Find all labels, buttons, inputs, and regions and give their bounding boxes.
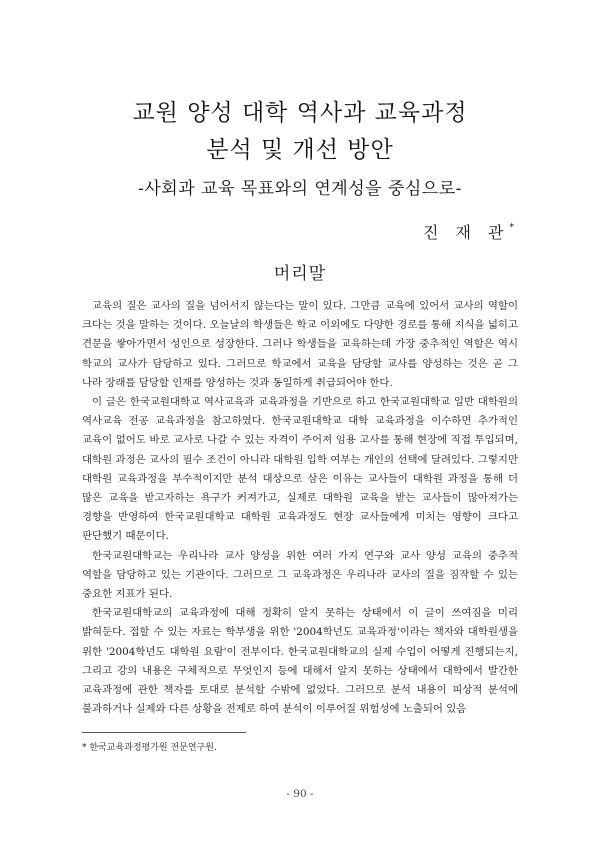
author-footnote-mark: *: [509, 222, 514, 233]
footnote-divider: [82, 732, 246, 733]
title-line-2: 분석 및 개선 방안: [206, 137, 394, 163]
section-heading: 머리말: [273, 264, 327, 284]
paragraph-3: 한국교원대학교는 우리나라 교사 양성을 위한 여러 가지 연구와 교사 양성 교육의 중추적 역할을 담당하고 있는 기관이다. 그러므로 그 교육과정은 우리나라 교사의 질을 짐작할 수 있는 중요한 지표가 된다.: [82, 549, 518, 601]
title-line-1: 교원 양성 대학 역사과 교육과정: [132, 100, 468, 126]
author-name: 진 재 관: [422, 223, 510, 242]
page-number: - 90 -: [286, 788, 314, 800]
author: [423, 220, 514, 243]
paragraph-4: 한국교원대학교의 교육과정에 대해 정확히 알지 못하는 상태에서 이 글이 쓰여짐을 미리 밝혀둔다. 접할 수 있는 자료는 학부생을 위한 '2004학년도 교육과정'이라는 책자와 대학원생을 위한 '2004학년도 대학원 요람'이 전부이다. 한국교원대학교의 실제 수업이 어떻게 진행되는지, 그리고 강의 내용은 구체적으로 무엇인지 등에 대해서 알지 못하는 상태에서 대학에서 발간한 교육과정에 관한 책자를 토대로 분석할 수밖에 없었다. 그러므로 분석 내용이 피상적 분석에 불과하거나 실제와 다른 상황을 전제로 하여 분석이 이루어질 위험성에 노출되어 있음: [82, 607, 518, 716]
subtitle: -사회과 교육 목표와의 연계성을 중심으로-: [138, 179, 462, 199]
paragraph-1: 교육의 질은 교사의 질을 넘어서지 않는다는 말이 있다. 그만큼 교육에 있어서 교사의 역할이 크다는 것을 말하는 것이다. 오늘날의 학생들은 학교 이외에도 다양한 경로를 통해 지식을 넓히고 견문을 쌓아가면서 성인으로 성장한다. 그러나 학생들을 교육하는데 가장 중추적인 역할은 역시 학교의 교사가 담당하고 있다. 그러므로 학교에서 교육을 담당할 교사를 양성하는 것은 곧 그 나라 장래를 담당할 인재를 양성하는 것과 동일하게 취급되어야 한다.: [82, 300, 518, 389]
footnote: * 한국교육과정평가원 전문연구원.: [82, 743, 217, 753]
body-text: [82, 297, 518, 719]
paragraph-2: 이 글은 한국교원대학교 역사교육과 교육과정을 기반으로 하고 한국교원대학교 일반 대학원의 역사교육 전공 교육과정을 참고하였다. 한국교원대학교 대학 교육과정을 이수하면 추가적인 교육이 없어도 바로 교사로 나갈 수 있는 자격이 주어져 임용 고사를 통해 현장에 직접 투입되며, 대학원 과정은 교사의 필수 조건이 아니라 대학원 입학 여부는 개인의 선택에 달려있다. 그렇지만 대학원 교육과정을 부수적이지만 분석 대상으로 삼은 이유는 교사들이 대학원 과정을 통해 더 많은 교육을 받고자하는 욕구가 커져가고, 실제로 대학원 교육을 받는 교사들이 많아져가는 경향을 반영하여 한국교원대학교 대학원 교육과정도 현장 교사들에게 미치는 영향이 크다고 판단했기 때문이다.: [82, 396, 518, 543]
